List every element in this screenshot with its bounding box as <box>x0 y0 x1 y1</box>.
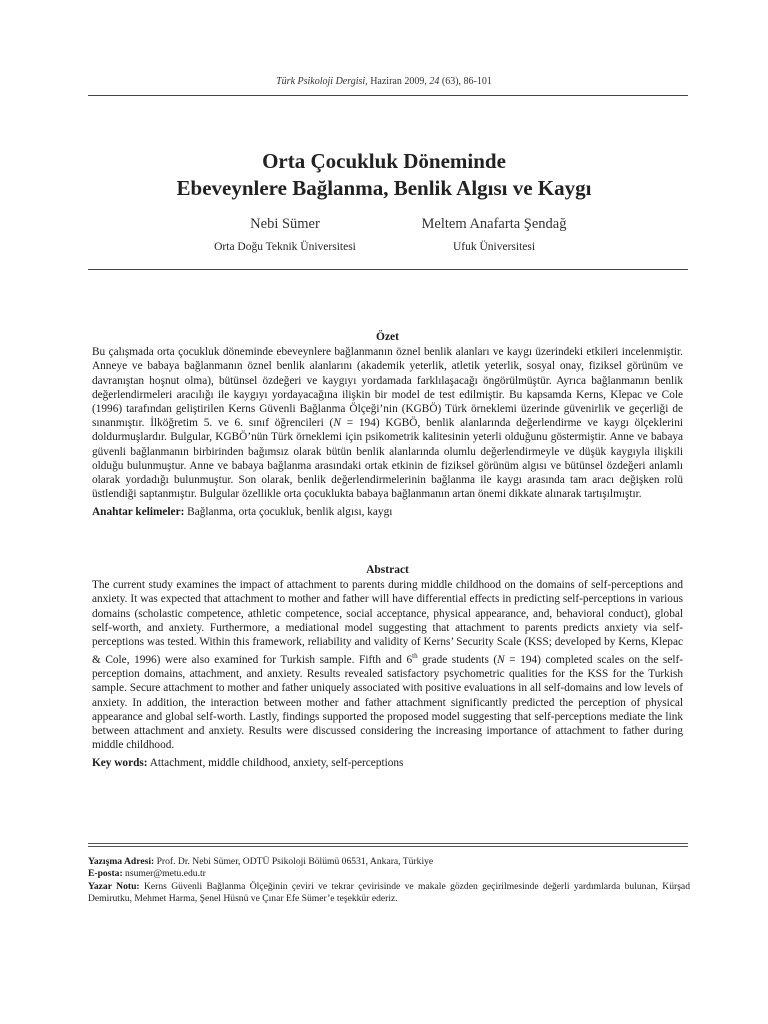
author-name: Nebi Sümer <box>250 216 320 232</box>
footnote-divider-upper <box>88 843 688 844</box>
issue-date: , Haziran 2009, <box>365 76 430 87</box>
journal-name: Türk Psikoloji Dergisi <box>276 76 366 87</box>
author-note-text: Kerns Güvenli Bağlanma Ölçeğinin çeviri ve tekrar çevirisinde ve makale gözden geçirilmesinde değerli yardımlarda bulunan, Kürşad Demirutku, Mehmet Harma, Şenel Hüsnü ve Çınar Efe Sümer’e teşekkür ederiz. <box>88 880 690 905</box>
ozet-keywords-text: Bağlanma, orta çocukluk, benlik algısı, kaygı <box>184 506 393 519</box>
ozet-body <box>92 345 683 501</box>
author-note-label: Yazar Notu: <box>88 880 140 892</box>
header-divider <box>88 95 688 96</box>
ozet-heading: Özet <box>376 331 399 343</box>
author-note <box>88 881 690 906</box>
article-title <box>0 148 768 202</box>
issue-pages: (63), 86-101 <box>439 76 492 87</box>
ordinal-superscript: th <box>412 652 418 661</box>
abstract-n-symbol: N <box>497 653 505 666</box>
footnotes <box>88 856 690 906</box>
abstract-keywords <box>92 756 683 770</box>
running-header <box>0 76 768 87</box>
title-line-1: Orta Çocukluk Döneminde <box>262 149 506 173</box>
author-2 <box>364 215 624 256</box>
email-address[interactable]: nsumer@metu.edu.tr <box>122 868 206 880</box>
email-line <box>88 868 690 880</box>
author-affiliation: Ufuk Üniversitesi <box>452 241 536 253</box>
title-divider <box>88 269 688 270</box>
ozet-keywords <box>92 505 683 519</box>
ozet-text-part-2: = 194) KGBÖ, benlik alanlarında değerlendirme ve kaygı ölçeklerini doldurmuşlardır. Bulgular, KGBÖ’nün Türk örneklemi için psikometrik kalitesinin yeterli olduğunu göstermiştir. Anne ve babaya güvenli bağlanmanın birbirinden bağımsız olarak bütün benlik alanlarında olumlu değerlendirmeyle ve düşük kaygıyla ilişkili olduğu bulunmuştur. Anne ve babaya bağlanma arasındaki ortak etkinin de fiziksel görünüm algısı ve bütünsel özdeğeri anlamlı olarak yordadığı bulunmuştur. Son olarak, benlik değerlendirmelerinin bağlanma ile kaygı arasında tam aracı değişken rolü üstlendiği saptanmıştır. Bulgular özellikle orta çocuklukta babaya bağlanmanın artan önemi dikkate alınarak tartışılmıştır. <box>92 417 683 501</box>
address-text: Prof. Dr. Nebi Sümer, ODTÜ Psikoloji Bölümü 06531, Ankara, Türkiye <box>154 856 434 867</box>
abstract-keywords-text: Attachment, middle childhood, anxiety, self-perceptions <box>147 757 404 770</box>
volume-number: 24 <box>429 76 440 87</box>
ozet-n-symbol: N <box>333 417 341 430</box>
correspondence-address <box>88 856 690 868</box>
author-name: Meltem Anafarta Şendağ <box>421 216 567 232</box>
abstract-heading: Abstract <box>366 564 409 576</box>
abstract-keywords-label: Key words: <box>92 757 148 770</box>
abstract-text-part-3: = 194) completed scales on the self-perception domains, attachment, and anxiety. Results revealed satisfactory psychometric qualities for the KSS for the Turkish sample. Secure attachment to mother and father uniquely associated with positive evaluations in all self-domains and low levels of anxiety. In addition, the interaction between mother and father attachment significantly predicted the perception of physical appearance and global self-worth. Lastly, findings supported the proposed model suggesting that self-perceptions mediate the link between attachment and anxiety. Results were discussed considering the increasing importance of attachment to father during middle childhood. <box>92 653 683 752</box>
abstract-section <box>92 563 683 771</box>
abstract-text-part-2: grade students ( <box>417 653 498 666</box>
ozet-section <box>92 330 683 520</box>
title-line-2: Ebeveynlere Bağlanma, Benlik Algısı ve Kaygı <box>176 176 592 200</box>
ozet-keywords-label: Anahtar kelimeler: <box>92 506 185 519</box>
author-affiliation: Orta Doğu Teknik Üniversitesi <box>214 241 356 253</box>
abstract-body <box>92 578 683 752</box>
footnote-divider-lower <box>88 846 688 847</box>
abstract-text-part-1: The current study examines the impact of attachment to parents during middle childhood on the domains of self-perceptions and anxiety. It was expected that attachment to mother and father will have differential effects in predicting self-perceptions in various domains (scholastic competence, athletic competence, social acceptance, physical appearance, and, behavioral conduct), global self-worth, and anxiety. Furthermore, a mediational model suggesting that attachment to parents predicts anxiety via self-perceptions was tested. Within this framework, reliability and validity of Kerns’ Security Scale (KSS; developed by Kerns, Klepac & Cole, 1996) were also examined for Turkish sample. Fifth and 6 <box>92 579 683 666</box>
address-label: Yazışma Adresi: <box>88 856 155 867</box>
ozet-text-part-1: Bu çalışmada orta çocukluk döneminde ebeveynlere bağlanmanın öznel benlik alanları ve kaygı üzerindeki etkileri incelenmiştir. Anneye ve babaya bağlanmanın öznel benlik alanlarını (akademik yeterlik, atletik yeterlik, sosyal onay, fiziksel görünüm ve davranıştan hoşnut olma), bütünsel özdeğeri ve kaygıyı yordamada farklılaşacağı öngörülmüştür. Ayrıca bağlanmanın benlik değerlendirmeleri aracılığı ile kaygıyı yordayacağına ilişkin bir model de test edilmiştir. Bu kapsamda Kerns, Klepac ve Cole (1996) tarafından geliştirilen Kerns Güvenli Bağlanma Ölçeği’nin (KGBÖ) Türk örneklemi üzerinde güvenirlik ve geçerliği de sınanmıştır. İlköğretim 5. ve 6. sınıf öğrencileri ( <box>92 346 683 430</box>
email-label: E-posta: <box>88 868 123 880</box>
